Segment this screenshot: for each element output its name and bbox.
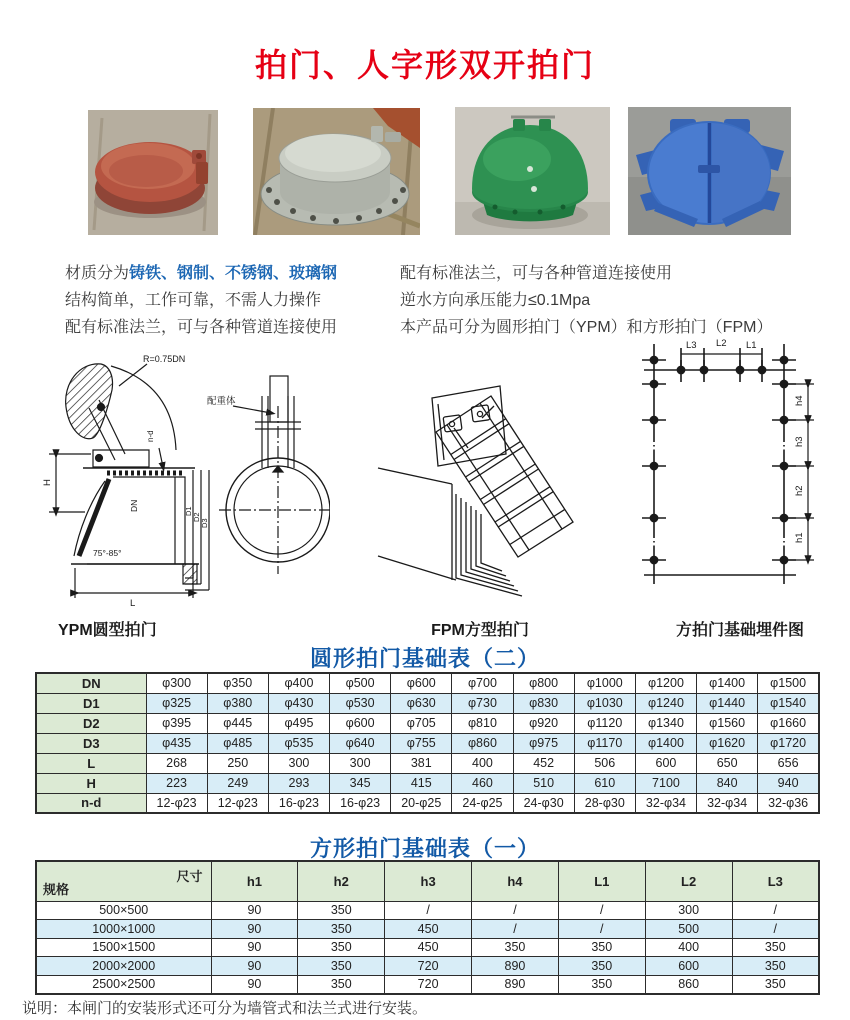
dn-label: DN xyxy=(129,499,139,512)
table-cell: 90 xyxy=(211,975,298,994)
table-cell: 400 xyxy=(645,938,732,957)
table-row xyxy=(36,753,819,773)
table-cell: 890 xyxy=(472,957,559,976)
dim-h2-label: h2 xyxy=(794,485,805,496)
table-cell: φ530 xyxy=(330,693,391,713)
column-header: h4 xyxy=(472,861,559,901)
table-cell: 350 xyxy=(298,920,385,939)
row-label: 2000×2000 xyxy=(36,957,211,976)
table-cell: φ1540 xyxy=(758,693,819,713)
intro-left-column xyxy=(65,260,395,341)
table-cell: φ1120 xyxy=(574,713,635,733)
table-cell: 350 xyxy=(298,901,385,920)
table-cell: φ1170 xyxy=(574,733,635,753)
table-cell: 16-φ23 xyxy=(330,793,391,813)
table-row xyxy=(36,673,819,693)
table-cell: 400 xyxy=(452,753,513,773)
row-label: D1 xyxy=(36,693,146,713)
table-cell: φ435 xyxy=(146,733,207,753)
table-cell: 350 xyxy=(298,957,385,976)
table-cell: 293 xyxy=(268,773,329,793)
table-row xyxy=(36,920,819,939)
blue-valve-image xyxy=(628,107,791,235)
intro-line-types: 本产品可分为圆形拍门（YPM）和方形拍门（FPM） xyxy=(400,319,773,336)
corner-label-spec: 规格 xyxy=(43,881,70,897)
table-cell: φ1340 xyxy=(635,713,696,733)
row-label: H xyxy=(36,773,146,793)
table-cell: 268 xyxy=(146,753,207,773)
table-cell: φ830 xyxy=(513,693,574,713)
table-cell: 600 xyxy=(645,957,732,976)
column-header: h2 xyxy=(298,861,385,901)
table-cell: 450 xyxy=(385,920,472,939)
round-table-title: 圆形拍门基础表（二） xyxy=(309,646,540,671)
corner-label-size: 尺寸 xyxy=(176,869,203,884)
square-table-head xyxy=(36,861,819,901)
table-row xyxy=(36,773,819,793)
table-cell: 24-φ25 xyxy=(452,793,513,813)
table-cell: 720 xyxy=(385,975,472,994)
photo-grey-flanged-flap-valve xyxy=(253,108,420,235)
round-table-body xyxy=(36,673,819,813)
intro-line-materials xyxy=(65,260,395,287)
photo-red-round-flap-valve xyxy=(88,110,218,235)
table-cell: 860 xyxy=(645,975,732,994)
row-label: 2500×2500 xyxy=(36,975,211,994)
drawing-foundation-embedded-parts xyxy=(618,332,848,607)
table-cell: 28-φ30 xyxy=(574,793,635,813)
installation-note: 说明：本闸门的安装形式还可分为墙管式和法兰式进行安装。 xyxy=(22,1000,428,1017)
table-cell: 90 xyxy=(211,901,298,920)
table-cell: 300 xyxy=(330,753,391,773)
dim-h3-label: h3 xyxy=(794,436,805,447)
table-cell: φ1660 xyxy=(758,713,819,733)
table-cell: 500 xyxy=(645,920,732,939)
page-title: 拍门、人字形双开拍门 xyxy=(254,47,595,83)
intro-right-column xyxy=(400,260,830,341)
table-cell: 510 xyxy=(513,773,574,793)
table-cell: 840 xyxy=(697,773,758,793)
table-cell: φ495 xyxy=(268,713,329,733)
table-cell: 940 xyxy=(758,773,819,793)
table-row xyxy=(36,957,819,976)
materials-prefix: 材质分为 xyxy=(65,265,130,282)
caption-foundation: 方拍门基础埋件图 xyxy=(675,622,804,639)
column-header: h1 xyxy=(211,861,298,901)
column-header: h3 xyxy=(385,861,472,901)
table-cell: 656 xyxy=(758,753,819,773)
table-cell: φ430 xyxy=(268,693,329,713)
table-cell: φ1400 xyxy=(697,673,758,693)
d3-label: D3 xyxy=(200,518,209,528)
square-table-body xyxy=(36,901,819,994)
dim-l1-label: L1 xyxy=(746,340,757,351)
table-cell: 650 xyxy=(697,753,758,773)
table-cell: φ1200 xyxy=(635,673,696,693)
caption-fpm: FPM方型拍门 xyxy=(431,622,529,639)
table-cell: φ1620 xyxy=(697,733,758,753)
intro-line-flange: 配有标准法兰，可与各种管道连接使用 xyxy=(65,319,338,336)
table-cell: φ860 xyxy=(452,733,513,753)
row-label: L xyxy=(36,753,146,773)
table-cell: 450 xyxy=(385,938,472,957)
table-cell: 16-φ23 xyxy=(268,793,329,813)
row-label: D3 xyxy=(36,733,146,753)
l-dim-label: L xyxy=(130,598,136,609)
table-row xyxy=(36,733,819,753)
table-cell: 506 xyxy=(574,753,635,773)
table-cell: 300 xyxy=(268,753,329,773)
photo-blue-double-leaf-flap-valve xyxy=(628,107,791,235)
nd-label: n-d xyxy=(146,430,155,442)
materials-list: 铸铁、钢制、不锈钢、玻璃钢 xyxy=(129,265,338,282)
table-cell: φ800 xyxy=(513,673,574,693)
intro-line-flange-2: 配有标准法兰，可与各种管道连接使用 xyxy=(400,265,673,282)
table-cell: 12-φ23 xyxy=(207,793,268,813)
photo-green-dome-flap-valve xyxy=(455,107,610,235)
table-cell: 890 xyxy=(472,975,559,994)
caption-ypm: YPM圆型拍门 xyxy=(58,622,157,639)
table-cell: 460 xyxy=(452,773,513,793)
table-cell: φ975 xyxy=(513,733,574,753)
grey-valve-image xyxy=(253,108,420,235)
table-cell: φ730 xyxy=(452,693,513,713)
dim-l3-label: L3 xyxy=(686,340,697,351)
table-cell: φ920 xyxy=(513,713,574,733)
table-cell: 452 xyxy=(513,753,574,773)
table-cell: / xyxy=(558,920,645,939)
table-cell: 300 xyxy=(645,901,732,920)
table-cell: 32-φ34 xyxy=(697,793,758,813)
table-cell: φ1030 xyxy=(574,693,635,713)
table-cell: 350 xyxy=(558,975,645,994)
row-label: D2 xyxy=(36,713,146,733)
table-cell: φ600 xyxy=(391,673,452,693)
square-table-title: 方形拍门基础表（一） xyxy=(309,836,540,861)
table-cell: φ325 xyxy=(146,693,207,713)
table-cell: 350 xyxy=(732,975,819,994)
table-cell: 12-φ23 xyxy=(146,793,207,813)
table-cell: 610 xyxy=(574,773,635,793)
table-cell: 24-φ30 xyxy=(513,793,574,813)
green-valve-image xyxy=(455,107,610,235)
row-label: 1500×1500 xyxy=(36,938,211,957)
table-cell: 223 xyxy=(146,773,207,793)
table-cell: / xyxy=(472,920,559,939)
ypm-drawing xyxy=(35,350,330,610)
h-dim-label: H xyxy=(42,479,53,486)
drawing-ypm-round-valve xyxy=(35,350,330,610)
table-cell: φ400 xyxy=(268,673,329,693)
table-cell: 90 xyxy=(211,957,298,976)
table-cell: φ640 xyxy=(330,733,391,753)
table-cell: φ630 xyxy=(391,693,452,713)
table-row xyxy=(36,938,819,957)
drawing-fpm-square-valve xyxy=(372,372,587,610)
table-cell: / xyxy=(472,901,559,920)
table-cell: / xyxy=(385,901,472,920)
table-cell: 32-φ36 xyxy=(758,793,819,813)
table-cell: / xyxy=(732,901,819,920)
table-row xyxy=(36,901,819,920)
d2-label: D2 xyxy=(192,512,201,522)
row-label: n-d xyxy=(36,793,146,813)
column-header: L1 xyxy=(558,861,645,901)
row-label: 500×500 xyxy=(36,901,211,920)
table-cell: φ705 xyxy=(391,713,452,733)
table-cell: 20-φ25 xyxy=(391,793,452,813)
intro-line-structure: 结构简单，工作可靠，不需人力操作 xyxy=(65,292,322,309)
table-cell: 32-φ34 xyxy=(635,793,696,813)
table-cell: / xyxy=(732,920,819,939)
row-label: 1000×1000 xyxy=(36,920,211,939)
header-row xyxy=(36,861,819,901)
table-row xyxy=(36,693,819,713)
table-cell: / xyxy=(558,901,645,920)
red-valve-image xyxy=(88,110,218,235)
table-cell: φ380 xyxy=(207,693,268,713)
table-cell: 350 xyxy=(732,938,819,957)
table-cell: φ300 xyxy=(146,673,207,693)
table-cell: φ395 xyxy=(146,713,207,733)
table-cell: φ485 xyxy=(207,733,268,753)
table-cell: 7100 xyxy=(635,773,696,793)
table-cell: φ1500 xyxy=(758,673,819,693)
foundation-drawing xyxy=(618,332,848,607)
table-cell: φ1400 xyxy=(635,733,696,753)
table-row xyxy=(36,713,819,733)
table-cell: 350 xyxy=(558,938,645,957)
table-cell: φ1000 xyxy=(574,673,635,693)
table-cell: φ600 xyxy=(330,713,391,733)
table-cell: φ1560 xyxy=(697,713,758,733)
table-cell: 350 xyxy=(732,957,819,976)
table-cell: 250 xyxy=(207,753,268,773)
fpm-drawing xyxy=(372,372,587,610)
square-flap-foundation-table xyxy=(35,860,820,995)
table-cell: 720 xyxy=(385,957,472,976)
table-cell: 90 xyxy=(211,920,298,939)
table-cell: 381 xyxy=(391,753,452,773)
table-cell: 600 xyxy=(635,753,696,773)
table-row xyxy=(36,975,819,994)
table-cell: 345 xyxy=(330,773,391,793)
table-cell: 350 xyxy=(298,975,385,994)
table-cell: φ700 xyxy=(452,673,513,693)
table-cell: φ1240 xyxy=(635,693,696,713)
table-cell: φ755 xyxy=(391,733,452,753)
counterweight-label: 配重体 xyxy=(207,396,236,407)
table-cell: 350 xyxy=(472,938,559,957)
table-cell: 350 xyxy=(558,957,645,976)
angle-label: 75°-85° xyxy=(93,548,122,558)
column-header: L2 xyxy=(645,861,732,901)
dim-h4-label: h4 xyxy=(794,395,805,406)
d1-label: D1 xyxy=(184,506,193,516)
table-cell: 415 xyxy=(391,773,452,793)
table-cell: φ1720 xyxy=(758,733,819,753)
radius-label: R=0.75DN xyxy=(143,354,186,364)
row-label: DN xyxy=(36,673,146,693)
table-cell: φ810 xyxy=(452,713,513,733)
table-cell: φ1440 xyxy=(697,693,758,713)
table-corner-cell xyxy=(36,861,211,901)
table-cell: φ445 xyxy=(207,713,268,733)
table-cell: φ500 xyxy=(330,673,391,693)
table-cell: 350 xyxy=(298,938,385,957)
dim-l2-label: L2 xyxy=(716,338,727,349)
intro-line-pressure: 逆水方向承压能力≤0.1Mpa xyxy=(400,292,591,309)
table-cell: φ535 xyxy=(268,733,329,753)
column-header: L3 xyxy=(732,861,819,901)
table-row xyxy=(36,793,819,813)
table-cell: 90 xyxy=(211,938,298,957)
round-flap-foundation-table xyxy=(35,672,820,814)
table-cell: 249 xyxy=(207,773,268,793)
dim-h1-label: h1 xyxy=(794,532,805,543)
table-cell: φ350 xyxy=(207,673,268,693)
